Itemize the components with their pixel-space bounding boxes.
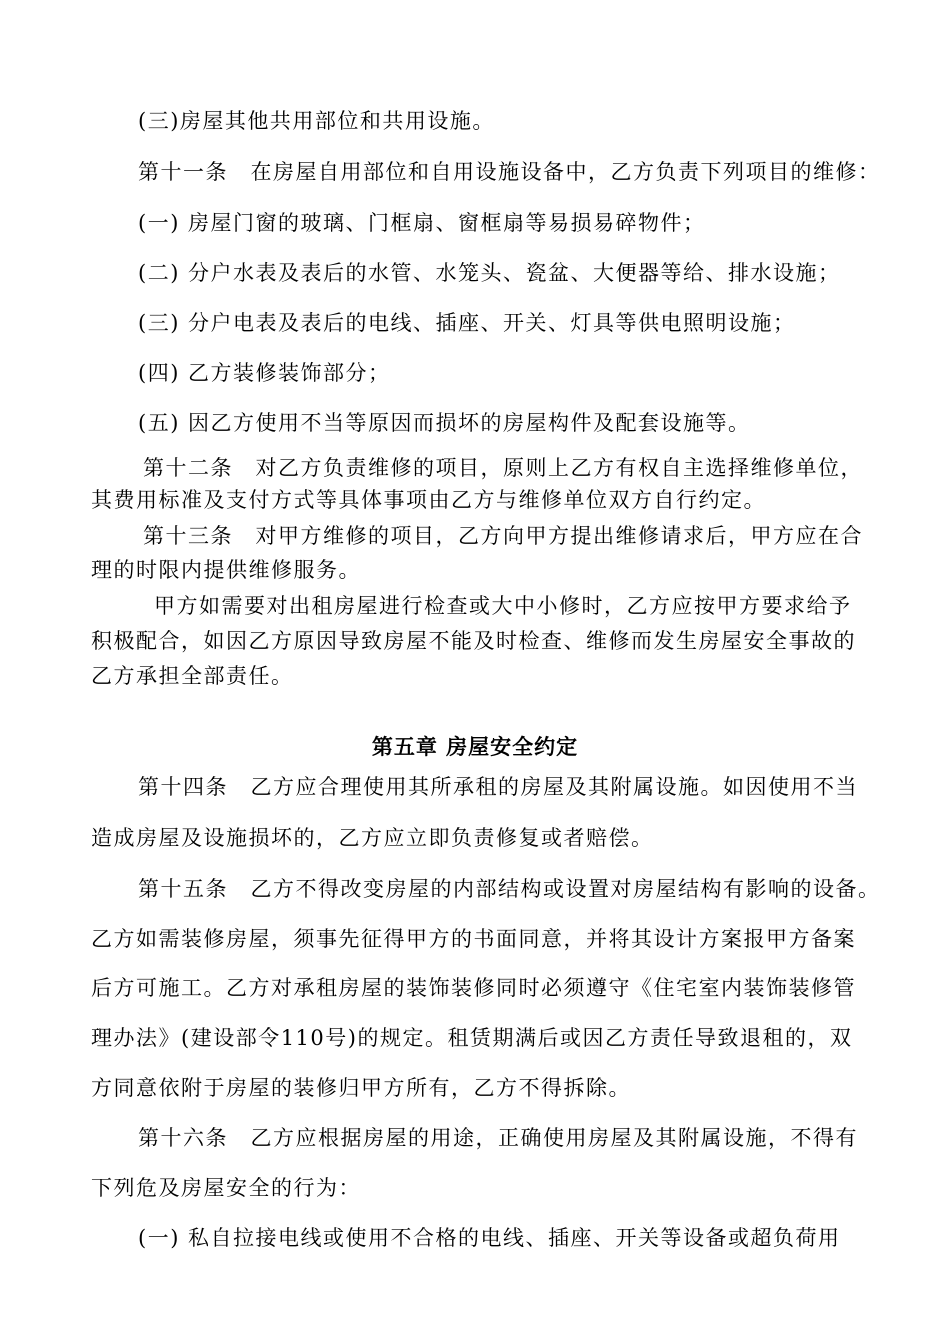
text-line: (一) 私自拉接电线或使用不合格的电线、插座、开关等设备或超负荷用 [138,1226,841,1250]
text-line: 第十五条 乙方不得改变房屋的内部结构或设置对房屋结构有影响的设备。 [138,877,881,901]
text-line: 方同意依附于房屋的装修归甲方所有，乙方不得拆除。 [91,1076,631,1100]
text-line: 下列危及房屋安全的行为： [91,1176,361,1200]
text-line: 后方可施工。乙方对承租房屋的装饰装修同时必须遵守《住宅室内装饰装修管 [91,976,856,1000]
text-line: 甲方如需要对出租房屋进行检查或大中小修时，乙方应按甲方要求给予 [154,594,852,618]
text-line: 第十三条 对甲方维修的项目，乙方向甲方提出维修请求后，甲方应在合 [143,524,863,548]
text-line: 第十二条 对乙方负责维修的项目，原则上乙方有权自主选择维修单位， [143,456,863,480]
text-line: (四) 乙方装修装饰部分； [138,361,391,385]
text-line: 第十四条 乙方应合理使用其所承租的房屋及其附属设施。如因使用不当 [138,775,858,799]
text-line: (五) 因乙方使用不当等原因而损坏的房屋构件及配套设施等。 [138,411,751,435]
text-line: (三) 分户电表及表后的电线、插座、开关、灯具等供电照明设施； [138,311,796,335]
text-line: (二) 分户水表及表后的水管、水笼头、瓷盆、大便器等给、排水设施； [138,261,841,285]
text-line: (一) 房屋门窗的玻璃、门框扇、窗框扇等易损易碎物件； [138,211,706,235]
text-line: 乙方承担全部责任。 [91,664,294,688]
text-line: 第十六条 乙方应根据房屋的用途，正确使用房屋及其附属设施，不得有 [138,1126,858,1150]
text-line: 理办法》(建设部令110号)的规定。租赁期满后或因乙方责任导致退租的，双 [91,1026,853,1050]
chapter-heading: 第五章 房屋安全约定 [371,735,579,759]
text-line: (三)房屋其他共用部位和共用设施。 [138,109,495,133]
text-line: 积极配合，如因乙方原因导致房屋不能及时检查、维修而发生房屋安全事故的 [91,629,856,653]
text-line: 理的时限内提供维修服务。 [91,558,361,582]
text-line: 乙方如需装修房屋，须事先征得甲方的书面同意，并将其设计方案报甲方备案 [91,927,856,951]
text-line: 其费用标准及支付方式等具体事项由乙方与维修单位双方自行约定。 [91,488,766,512]
text-line: 第十一条 在房屋自用部位和自用设施设备中，乙方负责下列项目的维修： [138,160,881,184]
text-line: 造成房屋及设施损坏的，乙方应立即负责修复或者赔偿。 [91,826,654,850]
